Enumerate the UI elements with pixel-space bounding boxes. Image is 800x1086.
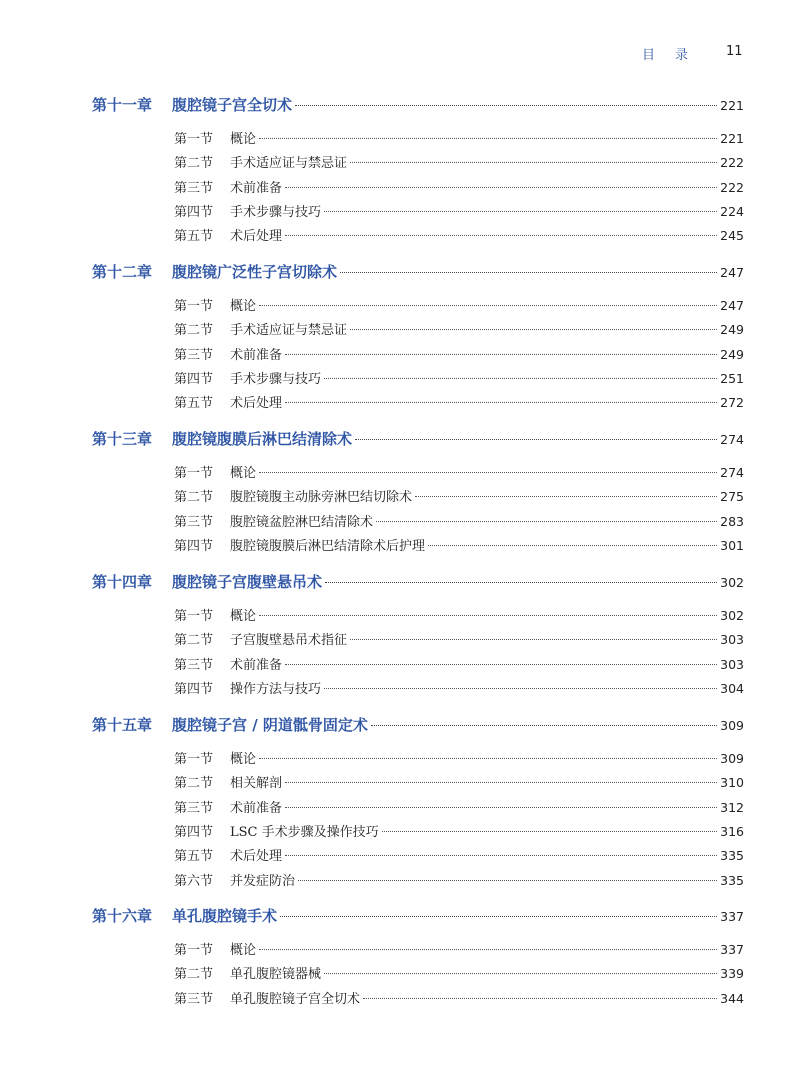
- section-number: 第三节: [174, 347, 214, 363]
- chapter-number: 第十一章: [92, 96, 153, 114]
- section-number: 第六节: [174, 873, 214, 889]
- running-title: 目录: [642, 48, 709, 63]
- section-number: 第一节: [174, 752, 214, 767]
- toc-section-entry[interactable]: [174, 798, 744, 818]
- toc-chapter-entry[interactable]: [92, 906, 744, 926]
- toc-section-entry[interactable]: [174, 129, 744, 149]
- section-title: 操作方法与技巧: [230, 681, 322, 697]
- dot-leader: [415, 496, 717, 497]
- section-number: 第四节: [174, 681, 214, 697]
- dot-leader: [350, 329, 717, 330]
- section-page-number: 337: [720, 942, 744, 957]
- dot-leader: [280, 916, 717, 917]
- section-number: 第一节: [174, 466, 214, 481]
- section-page-number: 222: [720, 179, 744, 195]
- toc-chapter-entry[interactable]: [92, 262, 744, 282]
- section-page-number: 339: [720, 966, 744, 982]
- section-page-number: 274: [720, 465, 744, 480]
- dot-leader: [259, 138, 717, 139]
- dot-leader: [259, 758, 717, 759]
- section-number: 第三节: [174, 180, 214, 196]
- dot-leader: [259, 615, 717, 616]
- chapter-page-number: 337: [720, 909, 744, 924]
- dot-leader: [285, 855, 717, 856]
- section-page-number: 310: [720, 775, 744, 791]
- toc-section-entry[interactable]: [174, 679, 744, 699]
- section-title: 手术步骤与技巧: [230, 204, 322, 220]
- section-title: 概论: [230, 466, 257, 481]
- dot-leader: [259, 949, 717, 950]
- section-title: 腹腔镜腹主动脉旁淋巴结切除术: [230, 490, 413, 506]
- dot-leader: [376, 521, 717, 522]
- section-page-number: 316: [720, 823, 744, 839]
- toc-section-entry[interactable]: [174, 536, 744, 556]
- chapter-number: 第十三章: [92, 430, 153, 448]
- toc-section-entry[interactable]: [174, 512, 744, 532]
- section-page-number: 309: [720, 751, 744, 766]
- section-number: 第二节: [174, 156, 214, 172]
- section-number: 第二节: [174, 323, 214, 339]
- section-number: 第三节: [174, 657, 214, 673]
- section-page-number: 283: [720, 513, 744, 529]
- chapter-number: 第十四章: [92, 573, 153, 591]
- dot-leader: [259, 472, 717, 473]
- dot-leader: [428, 545, 717, 546]
- chapter-number: 第十二章: [92, 263, 153, 281]
- toc-chapter-entry[interactable]: [92, 715, 744, 735]
- section-title: 腹腔镜腹膜后淋巴结清除术后护理: [230, 538, 426, 554]
- section-number: 第二节: [174, 490, 214, 506]
- toc-section-entry[interactable]: [174, 296, 744, 316]
- section-page-number: 224: [720, 203, 744, 219]
- toc-section-entry[interactable]: [174, 630, 744, 650]
- toc-section-entry[interactable]: [174, 487, 744, 507]
- chapter-number: 第十六章: [92, 907, 153, 925]
- chapter-page-number: 309: [720, 718, 744, 733]
- section-number: 第三节: [174, 991, 214, 1007]
- section-number: 第五节: [174, 229, 214, 245]
- toc-section-entry[interactable]: [174, 393, 744, 413]
- section-page-number: 249: [720, 346, 744, 362]
- section-page-number: 303: [720, 632, 744, 648]
- toc-section-entry[interactable]: [174, 940, 744, 960]
- dot-leader: [324, 973, 717, 974]
- toc-section-entry[interactable]: [174, 989, 744, 1009]
- section-title: 概论: [230, 943, 257, 958]
- section-page-number: 221: [720, 131, 744, 146]
- section-page-number: 303: [720, 656, 744, 672]
- dot-leader: [298, 880, 717, 881]
- dot-leader: [285, 807, 717, 808]
- toc-section-entry[interactable]: [174, 202, 744, 222]
- section-number: 第四节: [174, 538, 214, 554]
- section-title: 术后处理: [230, 396, 283, 412]
- section-number: 第四节: [174, 204, 214, 220]
- section-title: 单孔腹腔镜子宫全切术: [230, 991, 361, 1007]
- section-page-number: 304: [720, 680, 744, 696]
- section-number: 第二节: [174, 776, 214, 792]
- section-number: 第一节: [174, 943, 214, 958]
- dot-leader: [325, 582, 717, 583]
- section-title: 并发症防治: [230, 873, 296, 889]
- toc-section-entry[interactable]: [174, 871, 744, 891]
- dot-leader: [350, 639, 717, 640]
- section-page-number: 275: [720, 489, 744, 505]
- toc-section-entry[interactable]: [174, 226, 744, 246]
- section-title: 手术适应证与禁忌证: [230, 156, 348, 172]
- toc-section-entry[interactable]: [174, 773, 744, 793]
- toc-section-entry[interactable]: [174, 178, 744, 198]
- section-title: 术前准备: [230, 180, 283, 196]
- section-page-number: 335: [720, 848, 744, 864]
- section-page-number: 222: [720, 155, 744, 171]
- dot-leader: [355, 439, 717, 440]
- section-title: 手术步骤与技巧: [230, 371, 322, 387]
- section-page-number: 272: [720, 395, 744, 411]
- dot-leader: [285, 782, 717, 783]
- section-page-number: 312: [720, 799, 744, 815]
- section-page-number: 245: [720, 228, 744, 244]
- section-title: 腹腔镜盆腔淋巴结清除术: [230, 514, 374, 530]
- chapter-title: 腹腔镜子宫 / 阴道骶骨固定术: [172, 716, 368, 734]
- dot-leader: [324, 378, 717, 379]
- dot-leader: [285, 187, 717, 188]
- toc-chapter-entry[interactable]: [92, 572, 744, 592]
- toc-section-entry[interactable]: [174, 822, 744, 842]
- section-number: 第三节: [174, 514, 214, 530]
- section-number: 第四节: [174, 371, 214, 387]
- section-title: 术前准备: [230, 347, 283, 363]
- dot-leader: [350, 162, 717, 163]
- section-page-number: 251: [720, 370, 744, 386]
- section-number: 第四节: [174, 824, 214, 840]
- section-page-number: 249: [720, 322, 744, 338]
- toc-section-entry[interactable]: [174, 655, 744, 675]
- toc-section-entry[interactable]: [174, 153, 744, 173]
- toc-section-entry[interactable]: [174, 369, 744, 389]
- section-page-number: 344: [720, 990, 744, 1006]
- toc-chapter-entry[interactable]: [92, 95, 744, 115]
- dot-leader: [371, 725, 717, 726]
- dot-leader: [285, 235, 717, 236]
- section-number: 第三节: [174, 800, 214, 816]
- section-number: 第一节: [174, 299, 214, 314]
- dot-leader: [285, 664, 717, 665]
- section-title: LSC 手术步骤及操作技巧: [230, 824, 379, 840]
- section-page-number: 302: [720, 608, 744, 623]
- chapter-page-number: 221: [720, 98, 744, 113]
- chapter-title: 腹腔镜腹膜后淋巴结清除术: [172, 430, 353, 448]
- section-number: 第一节: [174, 609, 214, 624]
- section-title: 子宫腹壁悬吊术指征: [230, 633, 348, 649]
- section-number: 第二节: [174, 967, 214, 983]
- toc-section-entry[interactable]: [174, 964, 744, 984]
- page-number: 11: [726, 44, 743, 59]
- section-page-number: 301: [720, 537, 744, 553]
- dot-leader: [259, 305, 717, 306]
- section-title: 术前准备: [230, 657, 283, 673]
- toc-section-entry[interactable]: [174, 846, 744, 866]
- dot-leader: [285, 354, 717, 355]
- section-number: 第二节: [174, 633, 214, 649]
- dot-leader: [363, 998, 717, 999]
- section-number: 第一节: [174, 132, 214, 147]
- section-title: 概论: [230, 752, 257, 767]
- toc-section-entry[interactable]: [174, 320, 744, 340]
- section-title: 手术适应证与禁忌证: [230, 323, 348, 339]
- chapter-page-number: 302: [720, 575, 744, 590]
- dot-leader: [382, 831, 718, 832]
- toc-section-entry[interactable]: [174, 606, 744, 626]
- section-title: 概论: [230, 132, 257, 147]
- toc-chapter-entry[interactable]: [92, 429, 744, 449]
- toc-section-entry[interactable]: [174, 463, 744, 483]
- section-title: 概论: [230, 299, 257, 314]
- chapter-title: 腹腔镜广泛性子宫切除术: [172, 263, 338, 281]
- section-title: 术后处理: [230, 849, 283, 865]
- chapter-number: 第十五章: [92, 716, 153, 734]
- section-title: 概论: [230, 609, 257, 624]
- chapter-title: 腹腔镜子宫腹壁悬吊术: [172, 573, 323, 591]
- toc-section-entry[interactable]: [174, 749, 744, 769]
- section-title: 单孔腹腔镜器械: [230, 967, 322, 983]
- section-page-number: 247: [720, 298, 744, 313]
- dot-leader: [295, 105, 717, 106]
- dot-leader: [324, 688, 717, 689]
- section-title: 术后处理: [230, 229, 283, 245]
- dot-leader: [285, 402, 717, 403]
- section-title: 相关解剖: [230, 776, 283, 792]
- section-title: 术前准备: [230, 800, 283, 816]
- chapter-page-number: 247: [720, 265, 744, 280]
- toc-section-entry[interactable]: [174, 345, 744, 365]
- chapter-page-number: 274: [720, 432, 744, 447]
- section-number: 第五节: [174, 849, 214, 865]
- section-number: 第五节: [174, 396, 214, 412]
- chapter-title: 单孔腹腔镜手术: [172, 907, 278, 925]
- section-page-number: 335: [720, 872, 744, 888]
- dot-leader: [340, 272, 717, 273]
- dot-leader: [324, 211, 717, 212]
- chapter-title: 腹腔镜子宫全切术: [172, 96, 293, 114]
